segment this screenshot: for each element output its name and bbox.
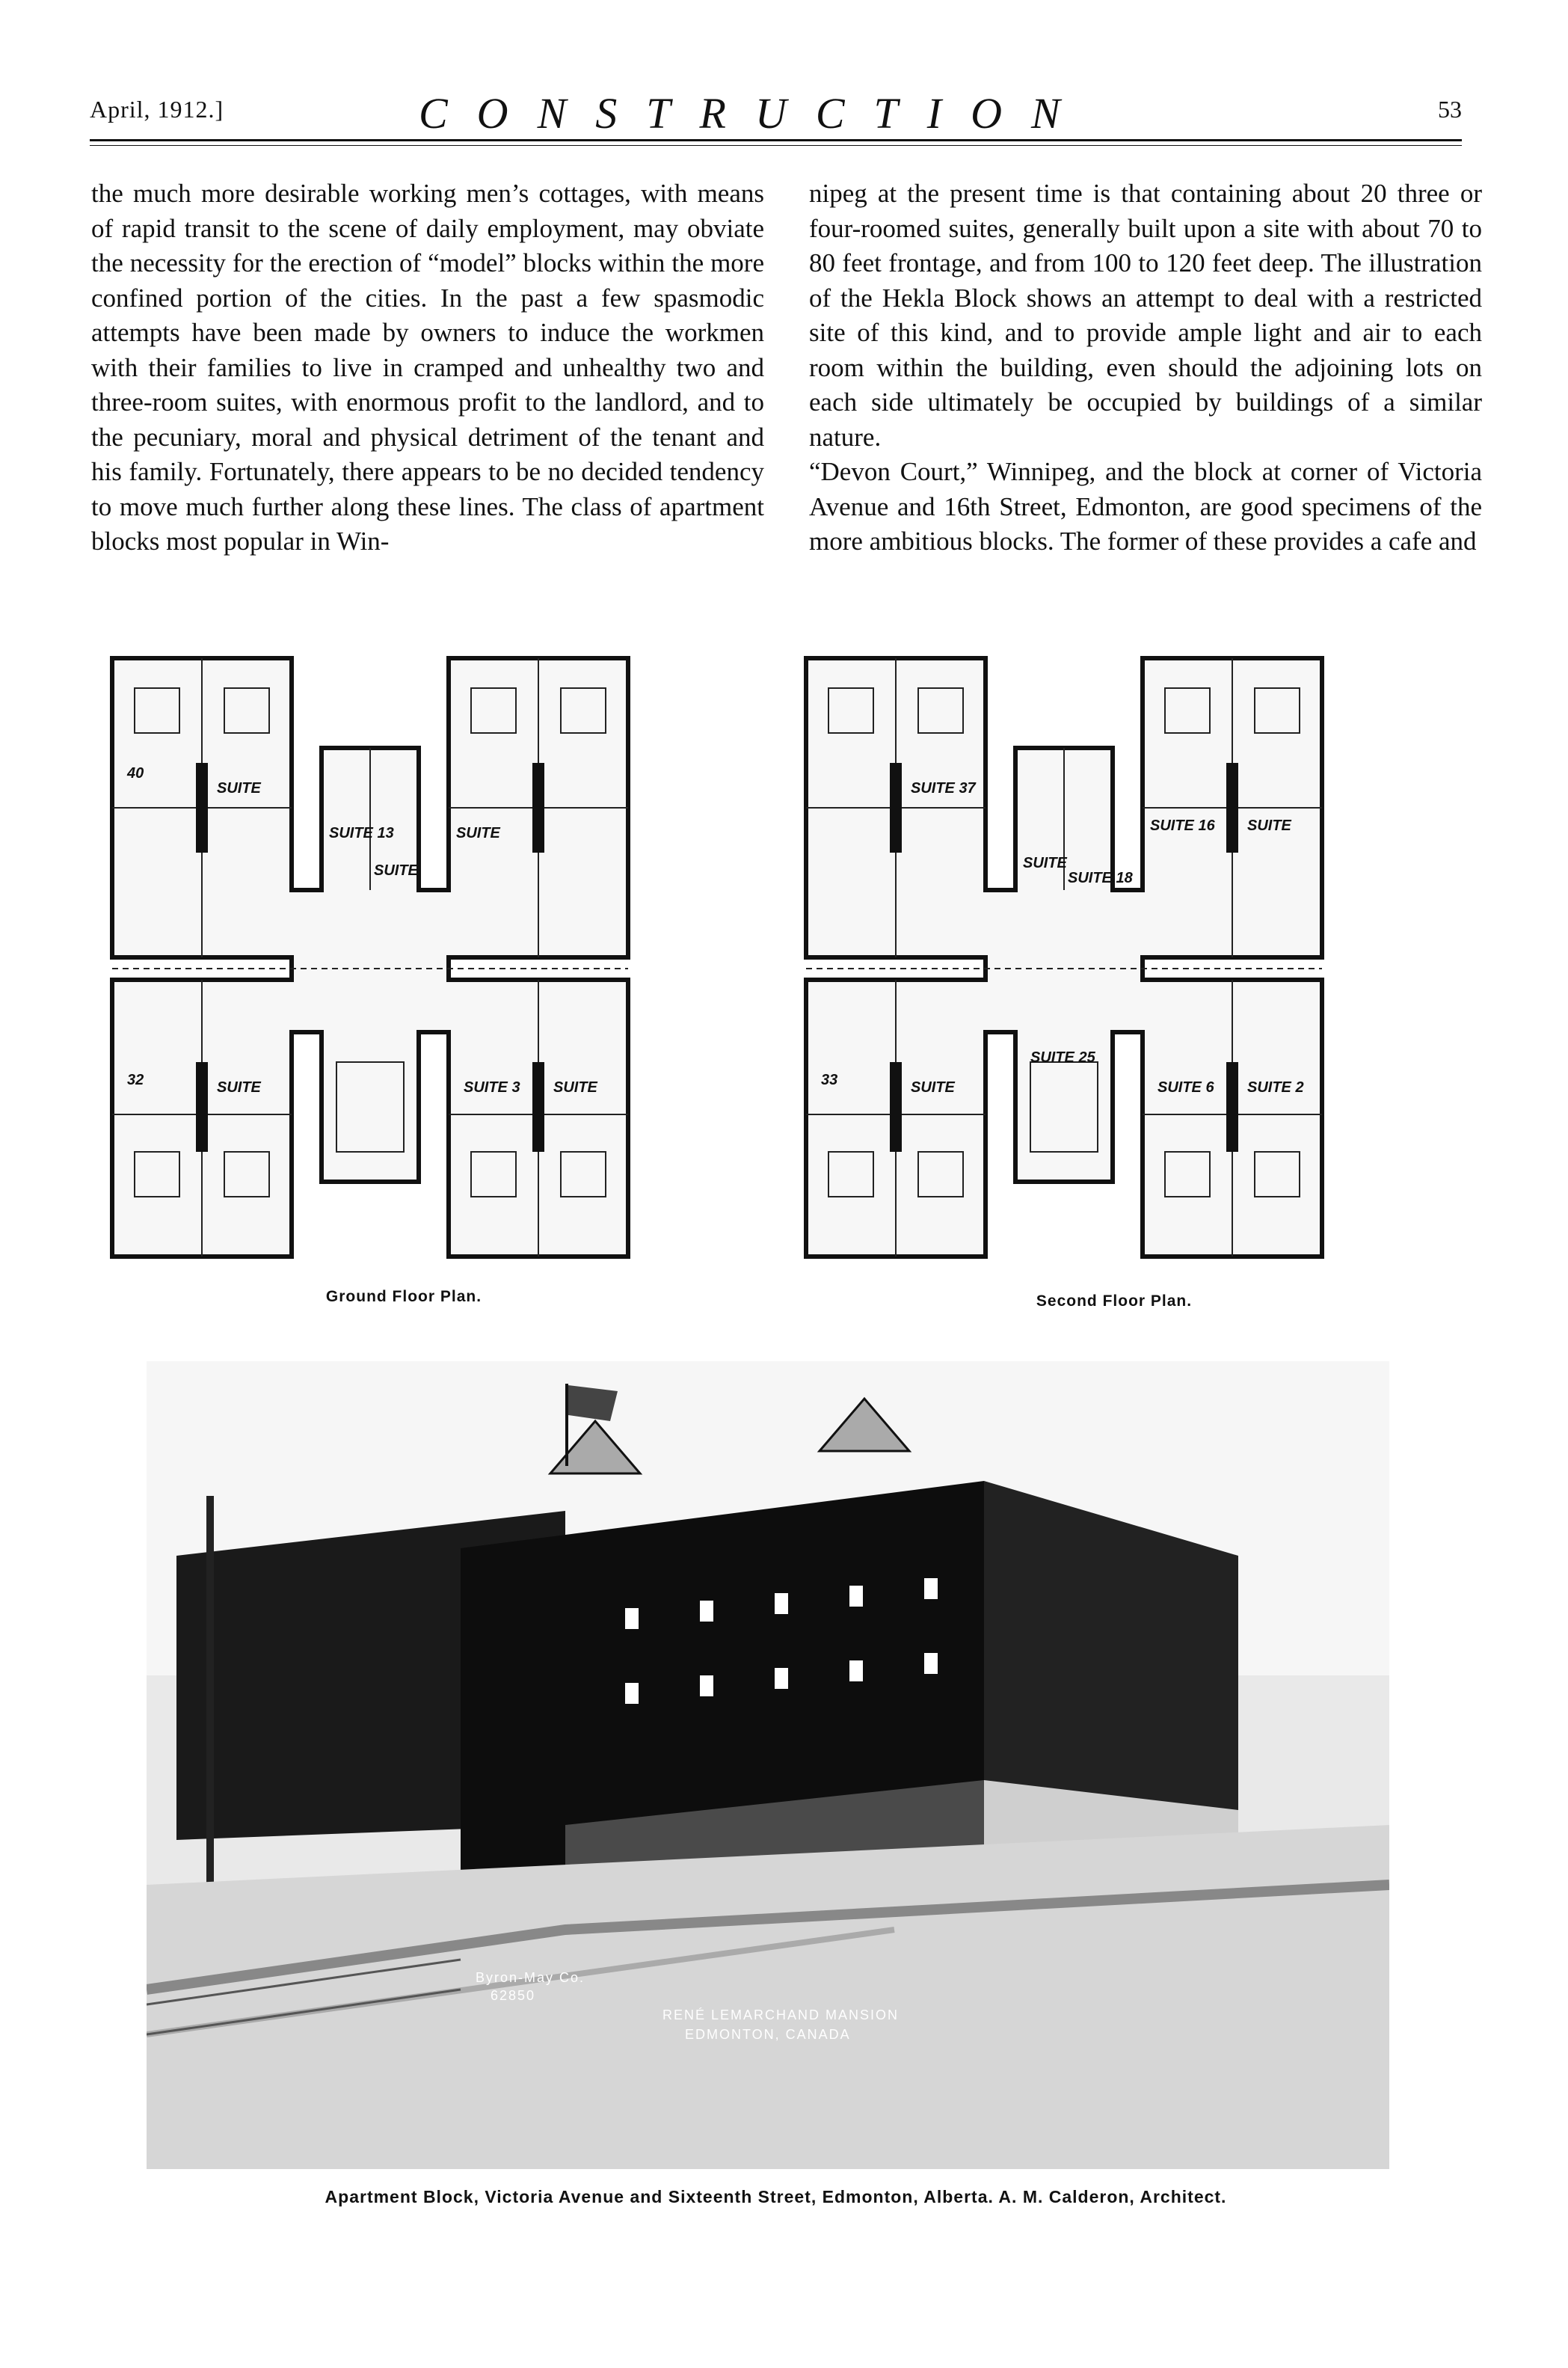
plan-label: SUITE [217, 780, 261, 797]
plan-number: 32 [127, 1072, 144, 1088]
second-floor-plan [799, 643, 1460, 1272]
body-text-left-column: the much more desirable working men’s cottages, with means of rapid transit to the scene of daily employment, may obviate the necessity for the erection of “model” blocks within the more confined portion of the cities. In the past a few spasmodic attempts have been made by owners to induce the workmen with their families to live in cramped and unhealthy two and three-room suites, with enormous profit to the landlord, and to the pecuniary, moral and physical detriment of the tenant and his family. Fortunately, there appears to be no decided tendency to move much further along these lines. The class of apartment blocks most popular in Win- [91, 179, 764, 556]
plan-label: SUITE [217, 1079, 261, 1096]
plan-number: 33 [821, 1072, 838, 1088]
plan-label: SUITE [911, 1079, 955, 1096]
ground-floor-caption: Ground Floor Plan. [325, 1288, 482, 1305]
journal-title: CONSTRUCTION [419, 89, 1089, 138]
plan-label: SUITE [456, 825, 500, 841]
plan-label: SUITE [1023, 855, 1067, 871]
plan-label: SUITE 2 [1247, 1079, 1304, 1096]
right-column-paragraph-2: “Devon Court,” Winnipeg, and the block at corner of Victoria Avenue and 16th Street, Edmonton, are good specimens of the more ambitious blocks. The former of these provides a cafe and [809, 457, 1482, 556]
plan-label: SUITE 13 [329, 825, 394, 841]
body-text-right-column [809, 177, 1482, 559]
photo-stamp-title: RENÉ LEMARCHAND MANSION [662, 2007, 900, 2022]
plan-label: SUITE [1247, 818, 1291, 834]
plan-number: 40 [127, 765, 144, 782]
photo-caption: Apartment Block, Victoria Avenue and Sixteenth Street, Edmonton, Alberta. A. M. Calderon, Architect. [325, 2187, 1227, 2206]
plan-label: SUITE 37 [911, 780, 976, 797]
plan-label: SUITE [553, 1079, 597, 1096]
plan-label: SUITE 18 [1068, 870, 1133, 886]
apartment-block-photo [147, 1361, 1389, 2169]
running-header [90, 88, 1462, 138]
issue-date: April, 1912.] [90, 96, 224, 123]
photographer-credit: Byron-May Co. [476, 1970, 585, 1985]
header-rule-thin [90, 145, 1462, 146]
photo-stamp-place: EDMONTON, CANADA [685, 2027, 851, 2042]
plan-label: SUITE [374, 862, 418, 879]
second-floor-caption: Second Floor Plan. [1036, 1292, 1193, 1310]
header-rule-thick [90, 139, 1462, 141]
plan-label: SUITE 16 [1150, 818, 1215, 834]
plan-label: SUITE 6 [1157, 1079, 1214, 1096]
plan-label: SUITE 3 [464, 1079, 520, 1096]
photographer-number: 62850 [491, 1988, 536, 2003]
plan-label: SUITE 25 [1030, 1049, 1095, 1066]
page-number: 53 [1438, 96, 1462, 123]
ground-floor-plan [105, 643, 766, 1272]
right-column-paragraph-1: nipeg at the present time is that containing about 20 three or four-roomed suites, generally built upon a site with about 70 to 80 feet frontage, and from 100 to 120 feet deep. The illustration of the Hekla Block shows an attempt to deal with a restricted site of this kind, and to provide ample light and air to each room within the building, even should the adjoining lots on each side ultimately be occupied by buildings of a similar nature. [809, 179, 1482, 452]
